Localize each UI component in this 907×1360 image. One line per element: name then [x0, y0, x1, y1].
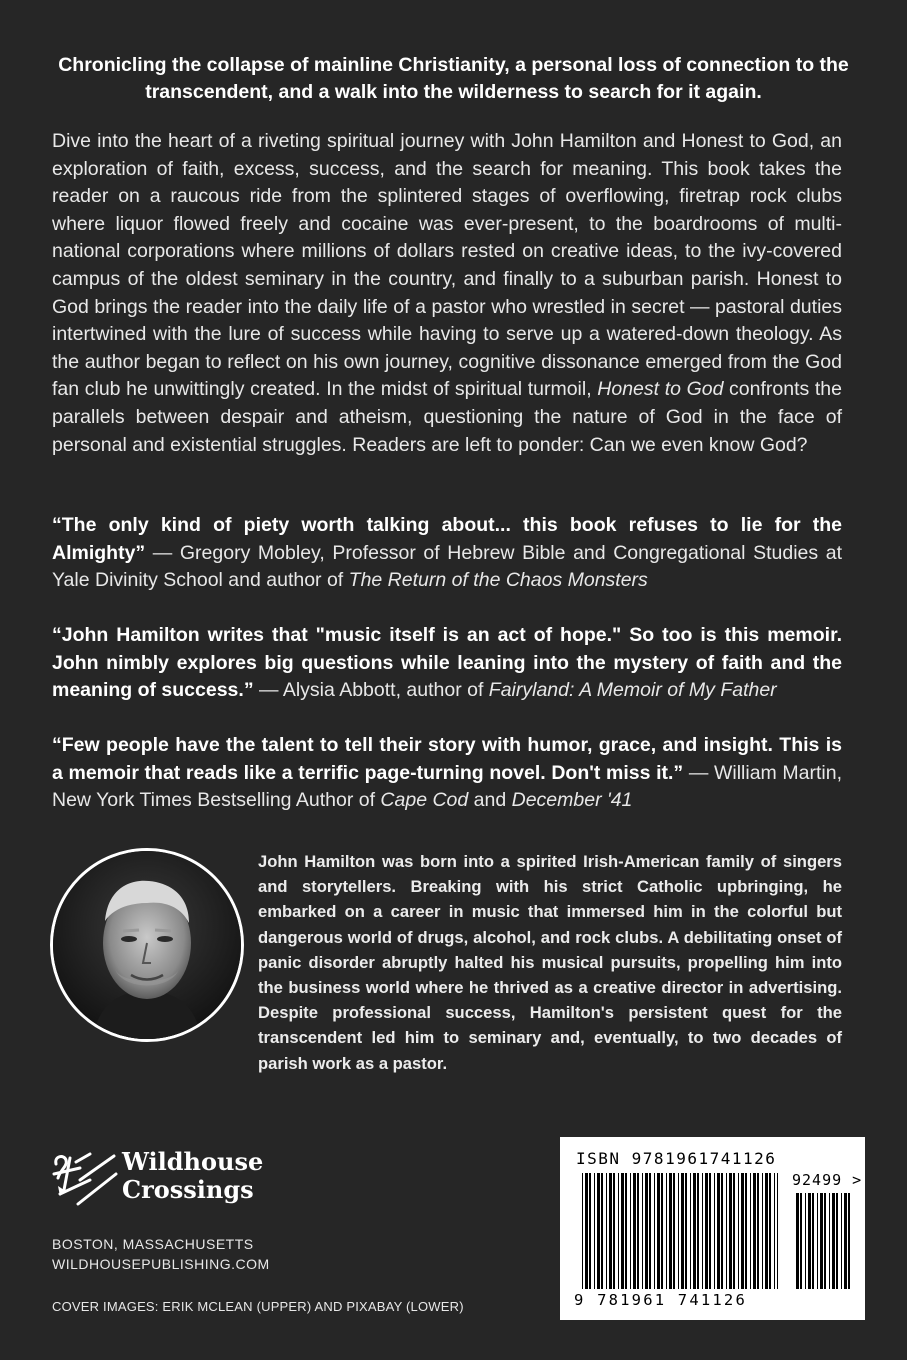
- barcode-bar: [765, 1173, 768, 1289]
- barcode-bar: [714, 1173, 715, 1289]
- barcode-bar: [582, 1173, 583, 1289]
- isbn-barcode: [560, 1137, 865, 1320]
- barcode-bar: [800, 1193, 802, 1289]
- endorsement-work: The Return of the Chaos Monsters: [348, 569, 648, 592]
- endorsement-quote: “John Hamilton writes that "music itself is an act of hope." So too is this memoir. John nimbly explores big questions while leaning into the mystery of faith and the meaning of success.”: [52, 624, 842, 702]
- barcode-bar: [630, 1173, 631, 1289]
- barcode-bar: [750, 1173, 751, 1289]
- endorsement-attribution: — Alysia Abbott, author of: [253, 679, 489, 702]
- barcode-bar: [812, 1193, 814, 1289]
- endorsement-attribution: — Gregory Mobley, Professor of Hebrew Bible and Congregational Studies at Yale Divinity School and author of: [52, 541, 842, 592]
- endorsement-quote: “The only kind of piety worth talking about... this book refuses to lie for the Almighty”: [52, 514, 842, 564]
- barcode-bar: [606, 1173, 607, 1289]
- endorsement-martin: [52, 732, 842, 815]
- barcode-bar: [733, 1173, 735, 1289]
- barcode-bar: [637, 1173, 639, 1289]
- ean-digits: 9 781961 741126: [574, 1291, 747, 1309]
- publisher-info: [52, 1234, 270, 1274]
- publisher-location: BOSTON, MASSACHUSETTS: [52, 1236, 254, 1252]
- barcode-bar: [621, 1173, 624, 1289]
- barcode-bar: [589, 1173, 591, 1289]
- barcode-bar: [832, 1193, 835, 1289]
- barcode-bar: [649, 1173, 651, 1289]
- barcode-bar: [836, 1193, 838, 1289]
- description-part-1: Dive into the heart of a riveting spiritual journey with John Hamilton and Honest to God, an exploration of faith, excess, success, and the search for meaning. This book takes the reader on a raucous ride from the splintered stages of overflowing, firetrap rock clubs where liquor flowed freely and cocaine was ever-present, to the boardrooms of multi-national corporations where millions of dollars rested on creative ideas, to the ivy-covered campus of the oldest seminary in the country, and finally to a suburban parish. Honest to God brings the reader into the daily life of a pastor who wrestled in secret — pastoral duties intertwined with the lure of success while having to serve up a watered-down theology. As the author began to reflect on his own journey, cognitive dissonance emerged from the God fan club he unwittingly created. In the midst of spiritual turmoil,: [52, 130, 842, 401]
- barcode-bar: [738, 1173, 739, 1289]
- barcode-bar: [774, 1173, 775, 1289]
- barcode-bar: [594, 1173, 595, 1289]
- barcode-bar: [762, 1173, 763, 1289]
- barcode-bar: [777, 1173, 778, 1289]
- barcode-bar: [618, 1173, 619, 1289]
- barcode-bar: [625, 1173, 627, 1289]
- cover-credits: COVER IMAGES: ERIK MCLEAN (UPPER) AND PIXABAY (LOWER): [52, 1299, 464, 1314]
- barcode-bar: [685, 1173, 687, 1289]
- barcode-bar: [824, 1193, 826, 1289]
- barcode-bar: [726, 1173, 727, 1289]
- barcode-bar: [829, 1193, 830, 1289]
- endorsement-abbott: [52, 622, 842, 705]
- endorsement-mobley: [52, 512, 842, 595]
- barcode-bar: [645, 1173, 648, 1289]
- description-part-2: confronts the parallels between despair and atheism, questioning the nature of God in the face of personal and existential struggles. Readers are left to ponder: Can we even know God?: [52, 378, 843, 456]
- barcode-bar: [757, 1173, 759, 1289]
- barcode-bar: [796, 1193, 799, 1289]
- barcode-bar: [609, 1173, 612, 1289]
- barcode-bar: [601, 1173, 603, 1289]
- publisher-name-line-2: Crossings: [122, 1175, 254, 1204]
- barcode-bar: [697, 1173, 699, 1289]
- endorsement-work-2: December '41: [511, 789, 633, 812]
- isbn-label: ISBN 9781961741126: [576, 1149, 777, 1168]
- barcode-bar: [678, 1173, 679, 1289]
- barcode-bar: [741, 1173, 744, 1289]
- barcode-bar: [702, 1173, 703, 1289]
- barcode-bar: [669, 1173, 672, 1289]
- barcode-bar: [753, 1173, 756, 1289]
- barcode-bar: [661, 1173, 663, 1289]
- tagline: Chronicling the collapse of mainline Christianity, a personal loss of connection to the transcendent, and a walk into the wilderness to search for it again.: [58, 54, 849, 103]
- book-title-italic: Honest to God: [597, 378, 724, 401]
- publisher-website: WILDHOUSEPUBLISHING.COM: [52, 1256, 270, 1272]
- barcode-bar: [666, 1173, 667, 1289]
- barcode-bar: [769, 1173, 771, 1289]
- barcode-bar: [848, 1193, 850, 1289]
- barcode-bar: [705, 1173, 708, 1289]
- endorsement-work: Fairyland: A Memoir of My Father: [488, 679, 777, 702]
- barcode-bar: [585, 1173, 588, 1289]
- barcode-bar: [613, 1173, 615, 1289]
- barcode-bar: [721, 1173, 723, 1289]
- barcode-bar: [805, 1193, 806, 1289]
- barcode-bar: [657, 1173, 660, 1289]
- book-description: [52, 128, 842, 459]
- endorsement-conjunction: and: [468, 789, 512, 812]
- endorsement-attribution: — William Martin, New York Times Bestselling Author of: [52, 761, 843, 812]
- author-portrait-icon: [53, 851, 241, 1039]
- endorsement-work: Cape Cod: [380, 789, 469, 812]
- price-code: 92499 >: [792, 1171, 863, 1189]
- barcode-bar: [820, 1193, 823, 1289]
- barcode-bar: [690, 1173, 691, 1289]
- barcode-bar: [642, 1173, 643, 1289]
- barcode-bar: [729, 1173, 732, 1289]
- barcode-bar: [808, 1193, 811, 1289]
- wildhouse-crossings-icon: [50, 1150, 118, 1208]
- author-photo: [50, 848, 244, 1042]
- barcode-bar: [693, 1173, 696, 1289]
- barcode-bar: [709, 1173, 711, 1289]
- barcode-bar: [841, 1193, 842, 1289]
- barcode-bar: [673, 1173, 675, 1289]
- publisher-logo: [50, 1148, 310, 1212]
- barcode-bar: [817, 1193, 818, 1289]
- barcode-bar: [633, 1173, 636, 1289]
- publisher-name-line-1: Wildhouse: [122, 1147, 264, 1176]
- endorsement-quote: “Few people have the talent to tell their story with humor, grace, and insight. This is a memoir that reads like a terrific page-turning novel. Don't miss it.”: [52, 734, 842, 784]
- publisher-name: [122, 1148, 263, 1204]
- barcode-bar: [654, 1173, 655, 1289]
- author-bio: John Hamilton was born into a spirited Irish-American family of singers and storytellers. Breaking with his strict Catholic upbringing, he embarked on a career in music that immersed him in the colorful but dangerous world of drugs, alcohol, and rock clubs. A debilitating onset of panic disorder abruptly halted his musical pursuits, propelling him into the business world where he thrived as a creative director in advertising. Despite professional success, Hamilton's persistent quest for the transcendent led him to seminary and, eventually, to two decades of parish work as a pastor.: [258, 852, 842, 1073]
- barcode-bar: [717, 1173, 720, 1289]
- barcode-bar: [844, 1193, 847, 1289]
- barcode-bar: [597, 1173, 600, 1289]
- barcode-bar: [745, 1173, 747, 1289]
- barcode-bar: [681, 1173, 684, 1289]
